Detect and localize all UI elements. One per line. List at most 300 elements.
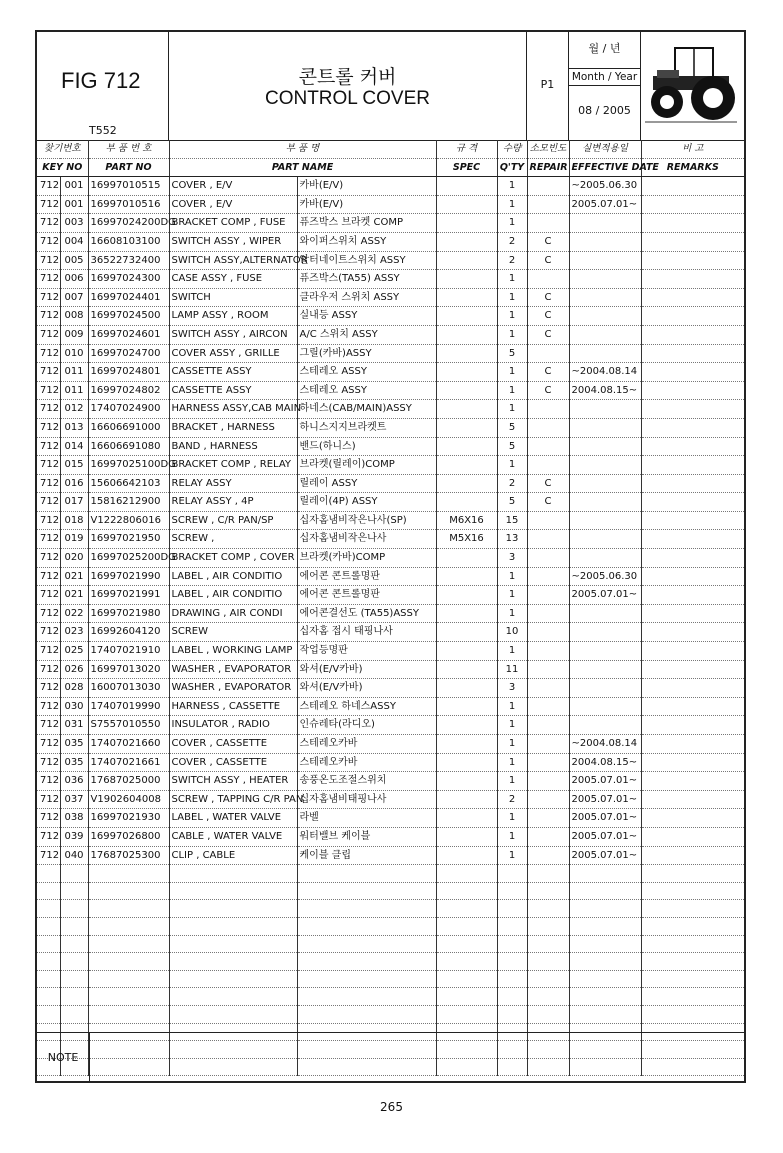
effective-date: 2005.07.01~ [569,846,641,865]
quantity: 3 [497,679,527,698]
blank-row [37,935,744,953]
fig-ref: 712 [37,474,60,493]
blank-cell [641,953,744,971]
part-no: 16997025200DG [88,549,169,568]
part-no: 16997013020 [88,660,169,679]
col-rem-ko: 비 고 [641,140,744,158]
effective-date [569,697,641,716]
part-no: 16997021950 [88,530,169,549]
repair [527,567,569,586]
effective-date: 2005.07.01~ [569,827,641,846]
title-cell [169,32,527,140]
blank-cell [37,935,60,953]
key-no: 009 [60,325,88,344]
part-name-korean: 스테레오 하네스ASSY [297,697,436,716]
key-no: 038 [60,809,88,828]
blank-cell [641,935,744,953]
part-name: SWITCH ASSY , HEATER [169,772,297,791]
part-no: 16997021990 [88,567,169,586]
fig-ref: 712 [37,418,60,437]
part-no: 16997024801 [88,363,169,382]
part-no: 16997021980 [88,604,169,623]
part-name-korean: 십자홈냄비태핑나사 [297,790,436,809]
quantity: 1 [497,567,527,586]
remarks [641,586,744,605]
blank-cell [88,935,169,953]
part-no: 16997010516 [88,195,169,214]
part-name-korean: 라벨 [297,809,436,828]
key-no: 001 [60,177,88,196]
repair [527,604,569,623]
effective-date [569,549,641,568]
part-name-korean: 스테레오 ASSY [297,363,436,382]
part-name: SWITCH ASSY , WIPER [169,232,297,251]
quantity: 15 [497,511,527,530]
fig-ref: 712 [37,307,60,326]
page-number: 265 [380,1100,403,1114]
part-no: 16997024200DG [88,214,169,233]
col-repair-ko: 소모빈도 [527,140,569,158]
repair: C [527,307,569,326]
blank-row [37,882,744,900]
part-no: 16007013030 [88,679,169,698]
blank-cell [436,917,497,935]
note-section [37,1032,744,1082]
key-no: 011 [60,363,88,382]
table-row [37,493,744,512]
part-name-korean: 인슈레타(라디오) [297,716,436,735]
fig-ref: 712 [37,753,60,772]
part-name: HARNESS ASSY,CAB MAIN [169,400,297,419]
note-label: NOTE [37,1033,90,1082]
blank-cell [641,917,744,935]
page-code-cell [527,32,569,140]
repair [527,679,569,698]
quantity: 2 [497,474,527,493]
col-repair-en: REPAIR [527,158,569,177]
part-name-korean: 실내등 ASSY [297,307,436,326]
blank-cell [88,1005,169,1023]
remarks [641,530,744,549]
effective-date: 2004.08.15~ [569,381,641,400]
part-name: CLIP , CABLE [169,846,297,865]
part-no: 16997024700 [88,344,169,363]
remarks [641,827,744,846]
repair [527,530,569,549]
table-row [37,846,744,865]
part-name: SWITCH ASSY , AIRCON [169,325,297,344]
repair [527,753,569,772]
blank-cell [37,953,60,971]
part-name-korean: 카바(E/V) [297,195,436,214]
col-eff-en: EFFECTIVE DATE [569,158,641,177]
fig-ref: 712 [37,567,60,586]
blank-cell [37,970,60,988]
part-name-korean: 하네스(CAB/MAIN)ASSY [297,400,436,419]
table-row [37,827,744,846]
fig-ref: 712 [37,735,60,754]
key-no: 005 [60,251,88,270]
repair [527,846,569,865]
blank-cell [60,900,88,918]
repair [527,344,569,363]
part-name: CASSETTE ASSY [169,363,297,382]
key-no: 021 [60,567,88,586]
quantity: 1 [497,846,527,865]
month-year-korean: 월 / 년 [588,42,621,55]
key-no: 039 [60,827,88,846]
repair [527,642,569,661]
table-row [37,567,744,586]
quantity: 2 [497,251,527,270]
remarks [641,270,744,289]
blank-cell [297,900,436,918]
key-no: 014 [60,437,88,456]
effective-date [569,511,641,530]
effective-date [569,251,641,270]
blank-cell [297,865,436,883]
part-name-korean: 퓨즈박스(TA55) ASSY [297,270,436,289]
blank-cell [641,882,744,900]
part-no: 17407021661 [88,753,169,772]
spec [436,735,497,754]
remarks [641,846,744,865]
part-name: SCREW , TAPPING C/R PAN [169,790,297,809]
blank-row [37,1005,744,1023]
part-no: S7557010550 [88,716,169,735]
part-name: WASHER , EVAPORATOR [169,679,297,698]
key-no: 001 [60,195,88,214]
page-code: P1 [540,78,555,91]
table-row [37,604,744,623]
spec [436,418,497,437]
part-name: LAMP ASSY , ROOM [169,307,297,326]
col-rem-en: REMARKS [641,158,744,177]
repair [527,511,569,530]
blank-cell [60,988,88,1006]
spec [436,288,497,307]
part-name: CASE ASSY , FUSE [169,270,297,289]
effective-date: 2004.08.15~ [569,753,641,772]
spec [436,716,497,735]
fig-ref: 712 [37,270,60,289]
quantity: 2 [497,232,527,251]
spec [436,623,497,642]
blank-cell [497,882,527,900]
table-row [37,772,744,791]
key-no: 017 [60,493,88,512]
part-name: HARNESS , CASSETTE [169,697,297,716]
blank-cell [60,935,88,953]
spec [436,344,497,363]
blank-row [37,865,744,883]
table-row [37,790,744,809]
repair [527,827,569,846]
spec [436,270,497,289]
effective-date: ~2005.06.30 [569,567,641,586]
spec [436,437,497,456]
remarks [641,381,744,400]
col-name-ko: 부 품 명 [169,140,436,158]
table-row [37,456,744,475]
blank-cell [436,988,497,1006]
part-name-korean: 카바(E/V) [297,177,436,196]
key-no: 020 [60,549,88,568]
quantity: 11 [497,660,527,679]
table-row [37,400,744,419]
repair: C [527,232,569,251]
part-name-korean: 십자홈 접시 태핑나사 [297,623,436,642]
fig-ref: 712 [37,493,60,512]
spec: M5X16 [436,530,497,549]
blank-cell [569,935,641,953]
blank-cell [88,988,169,1006]
part-name-korean: 브라켓(카바)COMP [297,549,436,568]
part-no: 36522732400 [88,251,169,270]
repair [527,418,569,437]
part-name-korean: 와이퍼스위치 ASSY [297,232,436,251]
remarks [641,474,744,493]
spec [436,456,497,475]
part-no: 16997024601 [88,325,169,344]
key-no: 006 [60,270,88,289]
spec [436,232,497,251]
part-name: RELAY ASSY [169,474,297,493]
blank-cell [88,917,169,935]
table-row [37,474,744,493]
blank-row [37,900,744,918]
blank-cell [641,988,744,1006]
remarks [641,511,744,530]
quantity: 1 [497,604,527,623]
fig-ref: 712 [37,344,60,363]
col-eff-ko: 실변적용일 [569,140,641,158]
repair [527,437,569,456]
blank-cell [497,953,527,971]
key-no: 003 [60,214,88,233]
blank-cell [169,1005,297,1023]
blank-cell [297,988,436,1006]
blank-cell [60,970,88,988]
col-key-ko: 찾기번호 [37,140,88,158]
part-name-korean: 퓨즈박스 브라켓 COMP [297,214,436,233]
effective-date [569,474,641,493]
blank-cell [436,865,497,883]
fig-ref: 712 [37,214,60,233]
blank-cell [497,1005,527,1023]
blank-cell [497,970,527,988]
part-name: COVER ASSY , GRILLE [169,344,297,363]
spec [436,790,497,809]
spec [436,697,497,716]
spec [436,307,497,326]
part-name-korean: A/C 스위치 ASSY [297,325,436,344]
blank-row [37,970,744,988]
part-name: COVER , E/V [169,195,297,214]
blank-cell [169,882,297,900]
blank-cell [60,1005,88,1023]
blank-cell [37,917,60,935]
part-name: BRACKET COMP , RELAY [169,456,297,475]
header-row-korean [37,140,744,158]
table-row [37,586,744,605]
remarks [641,251,744,270]
repair: C [527,363,569,382]
header-row-english [37,158,744,177]
fig-number: FIG 712 [61,68,141,93]
remarks [641,400,744,419]
fig-ref: 712 [37,363,60,382]
part-name-korean: 릴레이 ASSY [297,474,436,493]
remarks [641,363,744,382]
spec [436,325,497,344]
blank-cell [569,953,641,971]
part-name-korean: 송풍온도조절스위치 [297,772,436,791]
quantity: 1 [497,381,527,400]
repair [527,400,569,419]
blank-cell [37,988,60,1006]
key-no: 037 [60,790,88,809]
effective-date: ~2004.08.14 [569,363,641,382]
quantity: 1 [497,827,527,846]
quantity: 1 [497,270,527,289]
part-name-korean: 십자홈냄비작은나사 [297,530,436,549]
quantity: 1 [497,400,527,419]
effective-date: 2005.07.01~ [569,790,641,809]
part-no: 17407019990 [88,697,169,716]
remarks [641,753,744,772]
part-name: SCREW , [169,530,297,549]
part-no: 15606642103 [88,474,169,493]
table-row [37,288,744,307]
key-no: 030 [60,697,88,716]
spec [436,214,497,233]
repair [527,809,569,828]
quantity: 1 [497,642,527,661]
effective-date [569,604,641,623]
blank-cell [436,882,497,900]
table-row [37,735,744,754]
part-name-korean: 스테레오 ASSY [297,381,436,400]
quantity: 1 [497,195,527,214]
quantity: 1 [497,586,527,605]
key-no: 008 [60,307,88,326]
repair [527,660,569,679]
spec [436,400,497,419]
col-spec-ko: 규 격 [436,140,497,158]
month-year-cell [569,32,641,140]
key-no: 026 [60,660,88,679]
effective-date [569,716,641,735]
remarks [641,567,744,586]
effective-date [569,642,641,661]
repair: C [527,251,569,270]
spec [436,827,497,846]
part-name-korean: 릴레이(4P) ASSY [297,493,436,512]
spec [436,753,497,772]
blank-cell [60,882,88,900]
table-row [37,325,744,344]
part-name: CASSETTE ASSY [169,381,297,400]
effective-date [569,679,641,698]
blank-row [37,917,744,935]
part-no: 16992604120 [88,623,169,642]
blank-cell [297,882,436,900]
key-no: 013 [60,418,88,437]
effective-date: 2005.07.01~ [569,809,641,828]
month-year-english: Month / Year [569,68,640,86]
remarks [641,809,744,828]
part-no: 17407021660 [88,735,169,754]
quantity: 5 [497,418,527,437]
remarks [641,772,744,791]
blank-cell [641,970,744,988]
fig-ref: 712 [37,381,60,400]
table-row [37,363,744,382]
repair [527,270,569,289]
part-name-korean: 클라우저 스위치 ASSY [297,288,436,307]
repair [527,586,569,605]
blank-cell [169,970,297,988]
part-no: 17687025300 [88,846,169,865]
blank-cell [569,917,641,935]
remarks [641,232,744,251]
part-no: 16606691080 [88,437,169,456]
repair [527,623,569,642]
fig-ref: 712 [37,437,60,456]
blank-cell [569,882,641,900]
table-row [37,642,744,661]
blank-cell [297,1005,436,1023]
repair [527,177,569,196]
part-name: SCREW , C/R PAN/SP [169,511,297,530]
spec [436,772,497,791]
tractor-cell [641,32,744,140]
fig-ref: 712 [37,809,60,828]
key-no: 015 [60,456,88,475]
table-row [37,418,744,437]
date-value: 08 / 2005 [578,104,631,117]
sheet-header [37,32,744,141]
parts-sheet [35,30,746,1083]
remarks [641,437,744,456]
part-no: 16997021991 [88,586,169,605]
part-name: DRAWING , AIR CONDI [169,604,297,623]
blank-cell [169,935,297,953]
blank-cell [527,1005,569,1023]
tractor-icon [641,32,741,140]
col-spec-en: SPEC [436,158,497,177]
spec [436,549,497,568]
quantity: 1 [497,716,527,735]
fig-ref: 712 [37,827,60,846]
blank-cell [497,935,527,953]
fig-ref: 712 [37,846,60,865]
blank-cell [527,900,569,918]
key-no: 025 [60,642,88,661]
key-no: 021 [60,586,88,605]
blank-cell [436,1005,497,1023]
part-name: INSULATOR , RADIO [169,716,297,735]
blank-cell [88,900,169,918]
repair [527,697,569,716]
part-name: BRACKET COMP , FUSE [169,214,297,233]
col-qty-en: Q'TY [497,158,527,177]
repair [527,549,569,568]
part-no: V1222806016 [88,511,169,530]
part-name-korean: 와셔(E/V카바) [297,679,436,698]
part-name-korean: 그릴(카바)ASSY [297,344,436,363]
